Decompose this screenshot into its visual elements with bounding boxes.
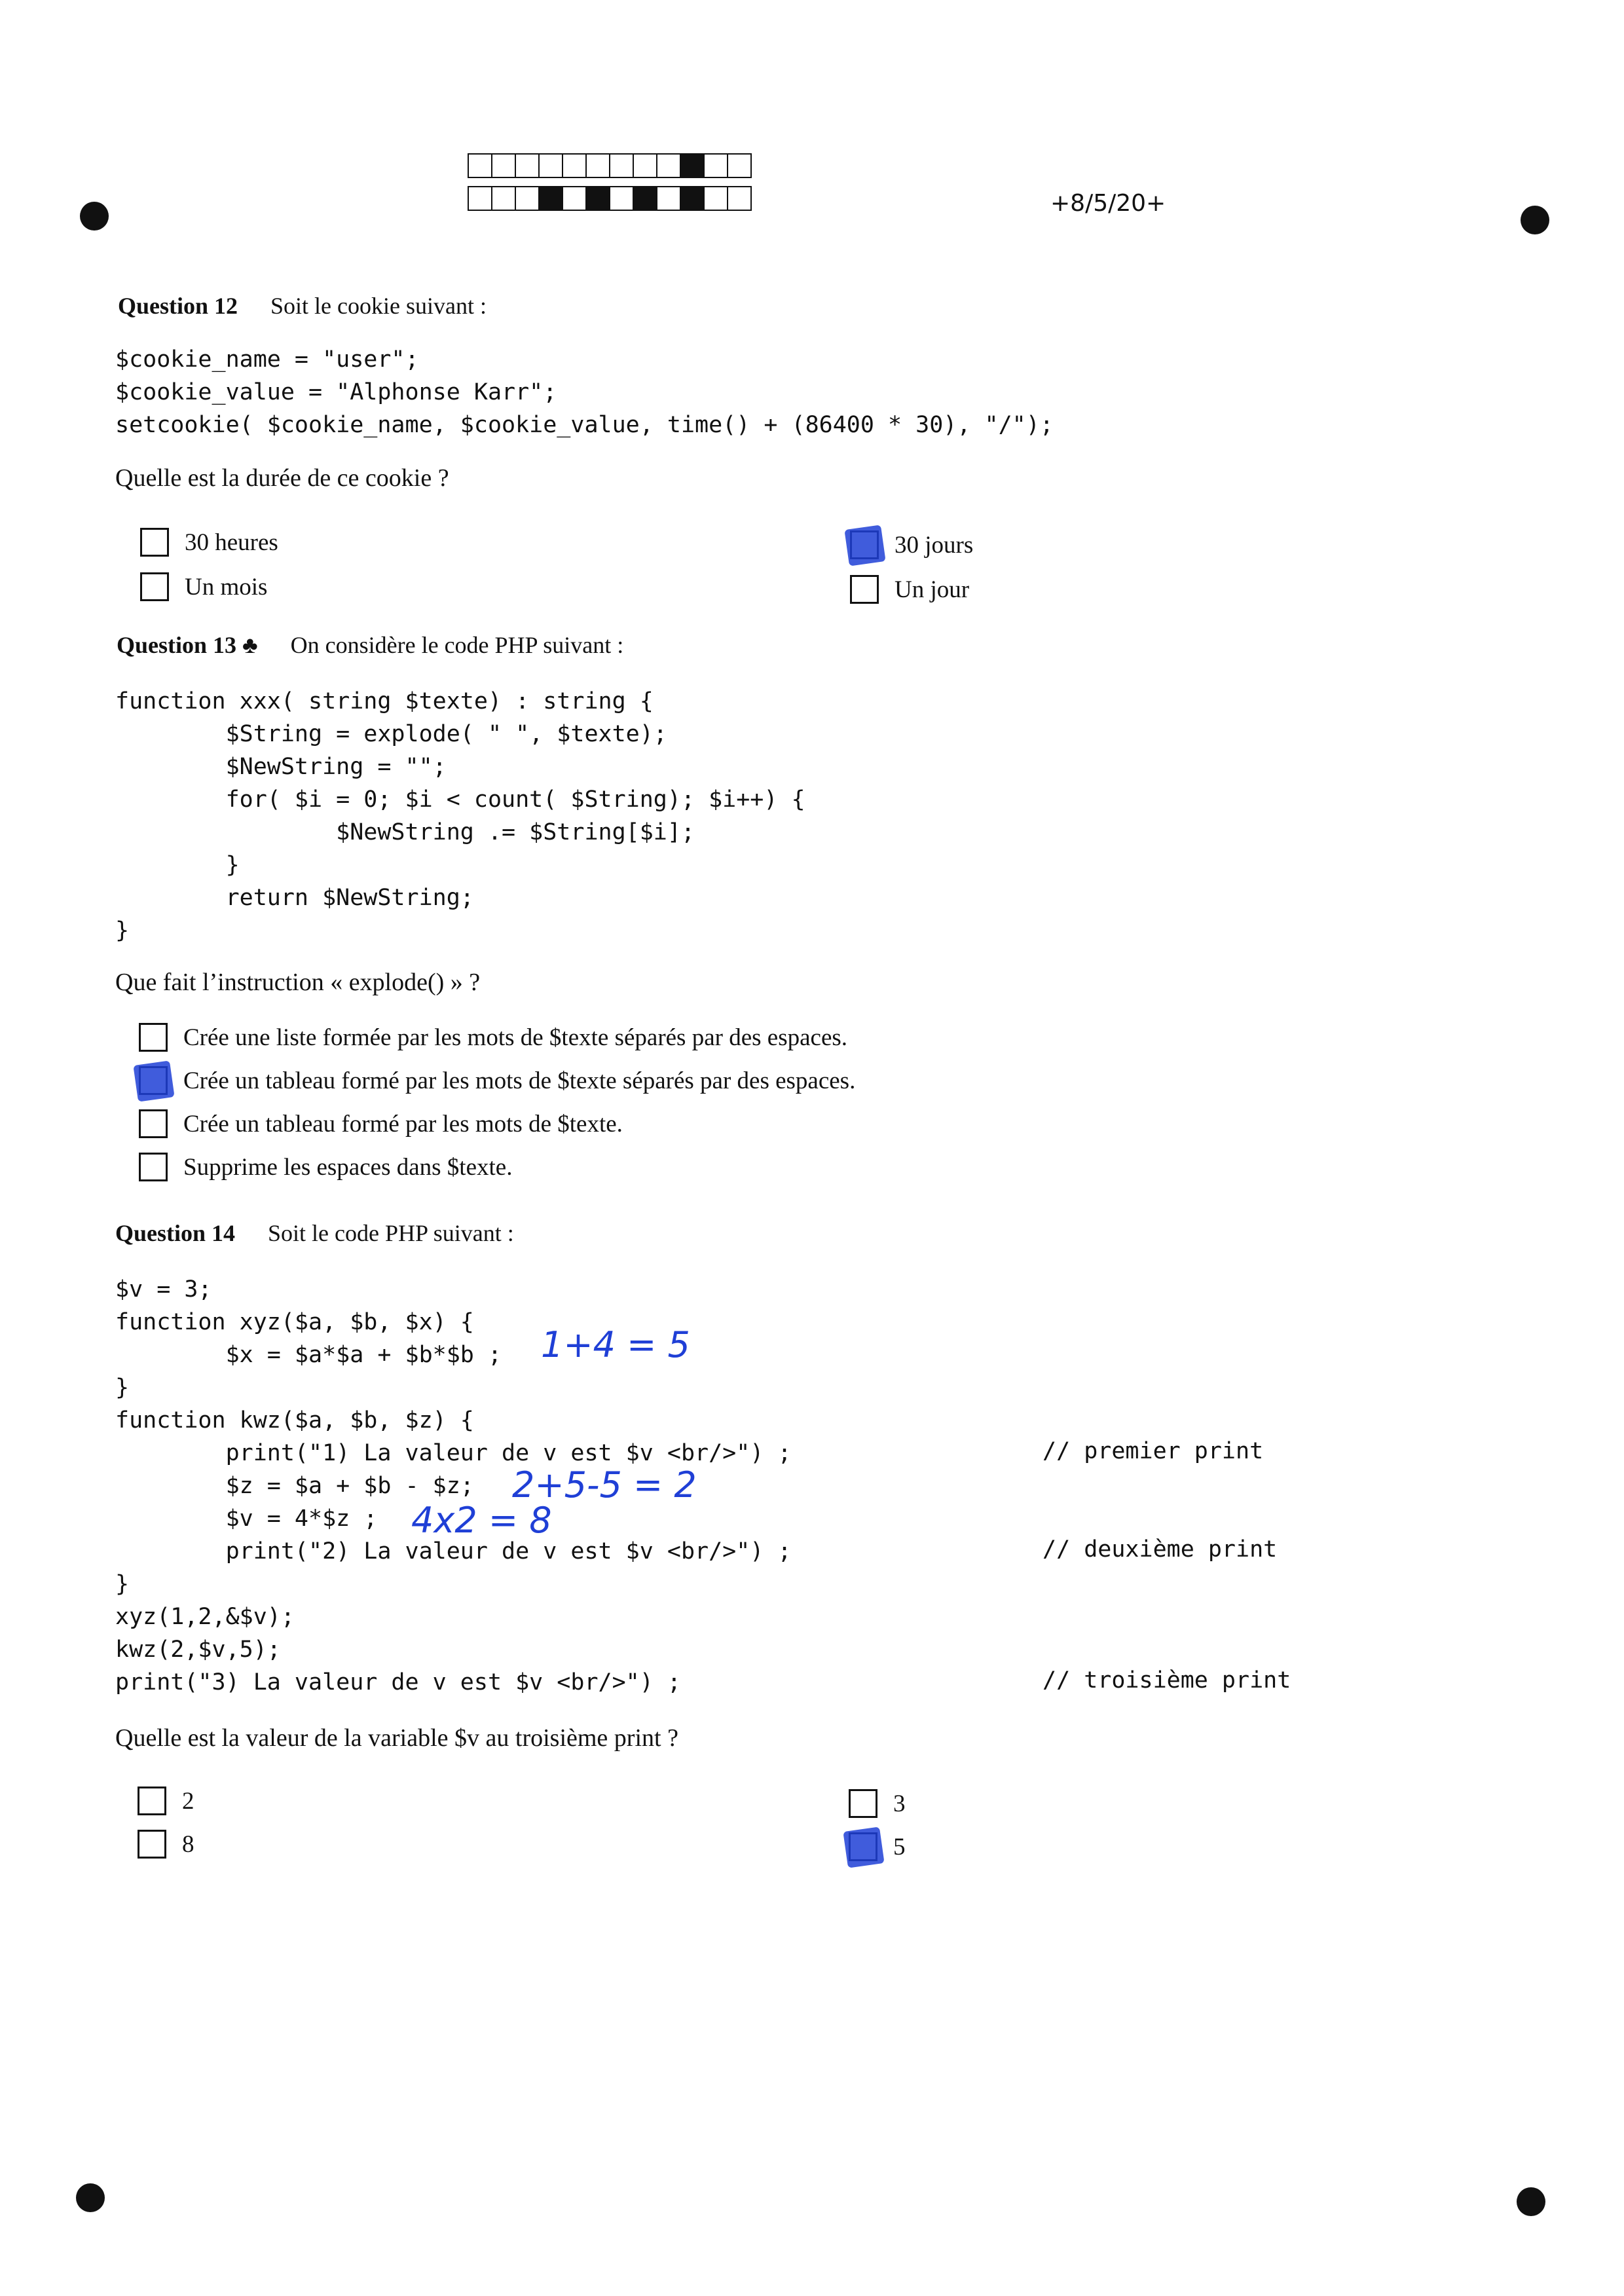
question-label: Question 14 [115,1220,236,1246]
checkbox[interactable] [138,1787,166,1815]
answer-option[interactable] [139,1153,512,1181]
answer-option[interactable] [849,1832,906,1861]
registration-mark-top-right [1521,206,1549,234]
sheet-code: +8/5/20+ [1050,190,1166,217]
answer-option[interactable] [138,1787,194,1815]
grid-cell [703,153,728,178]
question-label: Question 13 ♣ [117,632,258,658]
option-label: 30 heures [185,528,278,556]
grid-cell [491,153,516,178]
answer-option[interactable] [140,572,267,601]
question-13-prompt: Que fait l’instruction « explode() » ? [115,969,481,996]
code-comment: // troisième print [1043,1667,1291,1694]
question-12-heading [118,292,487,320]
handwritten-note: 4x2 = 8 [411,1500,552,1541]
grid-cell-filled [538,186,563,211]
grid-cell [491,186,516,211]
checkbox-checked[interactable] [139,1066,168,1095]
option-label: 5 [893,1833,906,1861]
option-label: Un jour [895,576,970,603]
checkbox-checked[interactable] [849,1832,877,1861]
option-label: 30 jours [895,531,974,559]
checkbox[interactable] [850,575,879,604]
checkbox-checked[interactable] [850,530,879,559]
answer-option[interactable] [138,1830,194,1859]
question-14-code: $v = 3; function xyz($a, $b, $x) { $x = $a*$a + $b*$b ; } function kwz($a, $b, $z) { print("1) La valeur de v est $v <br/>") ; $z = $a + $b - $z; $v = 4*$z ; print("2) La valeur de v est $v <br/>") ; } xyz(1,2,&$v); kwz(2,$v,5); print("3) La valeur de v est $v <br/>") ; [115,1276,792,1695]
grid-cell [585,153,610,178]
registration-mark-top-left [80,202,109,231]
answer-option[interactable] [849,1789,906,1818]
grid-cell [727,153,752,178]
id-grid-row-1 [469,153,752,178]
question-label: Question 12 [118,293,238,319]
question-12-prompt: Quelle est la durée de ce cookie ? [115,464,449,492]
grid-cell [727,186,752,211]
question-intro: Soit le code PHP suivant : [268,1220,514,1246]
option-label: Un mois [185,573,268,601]
option-label: Supprime les espaces dans $texte. [183,1153,513,1181]
question-13-code: function xxx( string $texte) : string { $String = explode( " ", $texte); $NewString = ""; for( $i = 0; $i < count( $String); $i++) { $NewString .= $String[$i]; } return $NewString; } [115,688,805,944]
question-13-heading [117,631,623,659]
grid-cell [656,186,681,211]
grid-cell [562,186,587,211]
answer-option[interactable] [139,1109,623,1138]
checkbox[interactable] [140,528,169,557]
grid-cell [468,186,492,211]
question-intro: Soit le cookie suivant : [270,293,487,319]
grid-cell [562,153,587,178]
answer-option[interactable] [140,528,278,557]
grid-cell-filled [680,186,705,211]
grid-cell [609,153,634,178]
option-label: Crée un tableau formé par les mots de $texte séparés par des espaces. [183,1067,856,1094]
answer-option[interactable] [139,1066,855,1095]
id-grid-row-2 [469,186,752,211]
option-label: 8 [182,1830,194,1858]
grid-cell [515,186,540,211]
grid-cell [633,153,657,178]
registration-mark-bottom-left [76,2183,105,2212]
grid-cell [515,153,540,178]
checkbox[interactable] [139,1109,168,1138]
checkbox[interactable] [139,1023,168,1052]
grid-cell-filled [633,186,657,211]
option-label: Crée une liste formée par les mots de $texte séparés par des espaces. [183,1024,848,1051]
grid-cell [609,186,634,211]
grid-cell [468,153,492,178]
checkbox[interactable] [849,1789,877,1818]
handwritten-note: 2+5-5 = 2 [512,1464,697,1506]
option-label: 3 [893,1790,906,1817]
grid-cell-filled [585,186,610,211]
question-14-heading [115,1219,514,1247]
code-comment: // premier print [1043,1438,1264,1464]
checkbox[interactable] [140,572,169,601]
grid-cell [656,153,681,178]
option-label: 2 [182,1787,194,1815]
answer-option[interactable] [139,1023,847,1052]
handwritten-note: 1+4 = 5 [541,1324,690,1365]
answer-option[interactable] [850,530,973,559]
answer-option[interactable] [850,575,969,604]
grid-cell-filled [680,153,705,178]
question-14-prompt: Quelle est la valeur de la variable $v au troisième print ? [115,1724,678,1752]
question-intro: On considère le code PHP suivant : [290,632,624,658]
grid-cell [703,186,728,211]
grid-cell [538,153,563,178]
registration-mark-bottom-right [1517,2187,1545,2216]
question-12-code: $cookie_name = "user"; $cookie_value = "Alphonse Karr"; setcookie( $cookie_name, $cookie_value, time() + (86400 * 30), "/"); [115,346,1054,438]
checkbox[interactable] [139,1153,168,1181]
code-comment: // deuxième print [1043,1536,1278,1563]
checkbox[interactable] [138,1830,166,1859]
option-label: Crée un tableau formé par les mots de $texte. [183,1110,623,1138]
